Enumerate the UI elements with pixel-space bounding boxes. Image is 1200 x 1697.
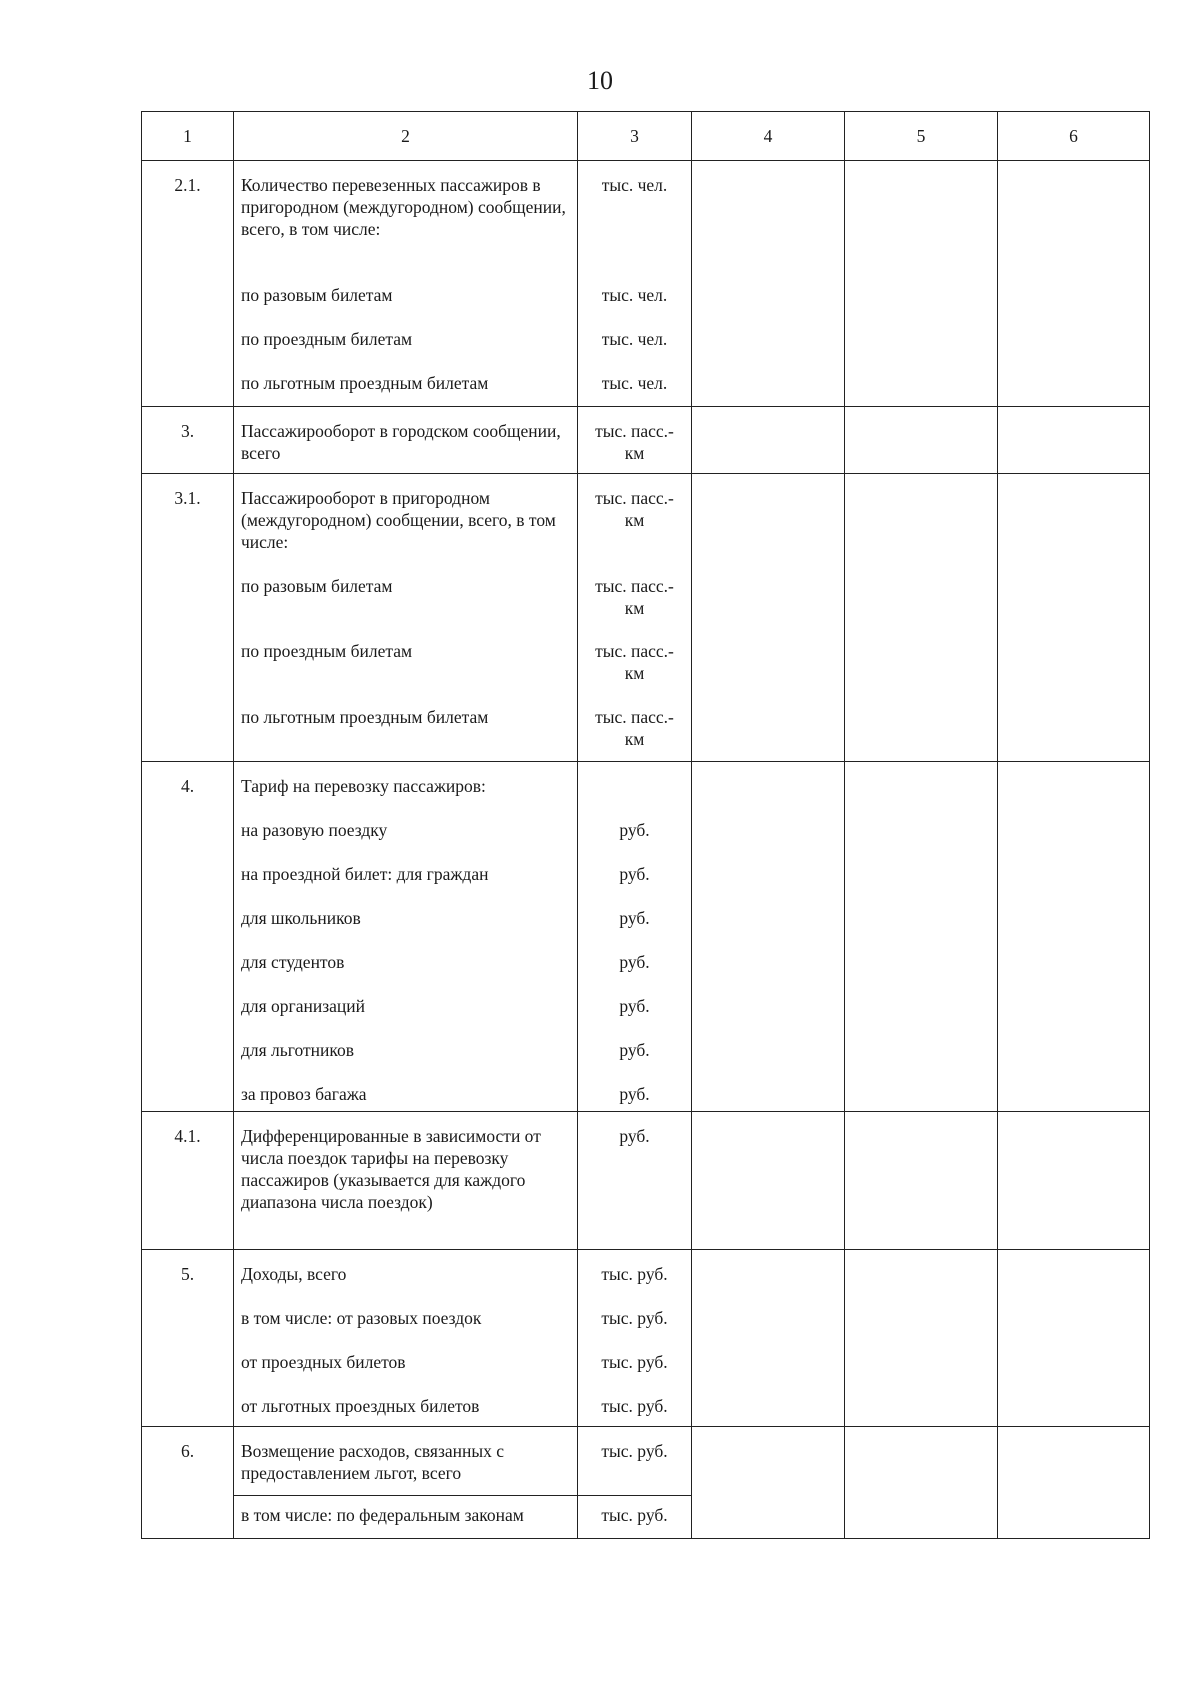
value-cell (692, 474, 845, 762)
row-subitem: для школьников (241, 908, 361, 928)
row-name: Возмещение расходов, связанных с предоставлением льгот, всего (234, 1427, 577, 1496)
value-cell (692, 407, 845, 474)
row-unit: тыс. пасс.- км (595, 421, 674, 463)
value-cell (845, 762, 998, 1112)
row-unit: тыс. руб. (578, 1427, 691, 1496)
table-row (142, 1427, 1150, 1539)
row-unit: тыс. чел. (601, 175, 668, 195)
row-unit-cell (578, 762, 692, 1112)
row-name-cell (234, 762, 578, 1112)
row-unit: тыс. пасс.- км (595, 707, 674, 749)
page-number: 10 (587, 66, 613, 95)
row-unit-cell (578, 1250, 692, 1427)
table-row (142, 1250, 1150, 1427)
row-subitem: на разовую поездку (241, 820, 388, 840)
row-unit: руб. (619, 1040, 650, 1060)
row-subitem: по льготным проездным билетам (241, 707, 489, 727)
value-cell (692, 161, 845, 407)
row-name-cell (234, 474, 578, 762)
value-cell (998, 1112, 1150, 1250)
row-subitem: для льготников (241, 1040, 355, 1060)
table-row (142, 1112, 1150, 1250)
table-row (142, 407, 1150, 474)
value-cell (998, 407, 1150, 474)
row-unit-cell (578, 1112, 692, 1250)
table-row (142, 762, 1150, 1112)
value-cell (692, 1427, 845, 1539)
row-unit: тыс. руб. (601, 1352, 668, 1372)
row-subitem: за провоз багажа (241, 1084, 367, 1104)
row-subitem: на проездной билет: для граждан (241, 864, 489, 884)
header-cell-2: 2 (234, 112, 578, 161)
row-number: 2.1. (142, 161, 234, 407)
row-name: Дифференцированные в зависимости от числа поездок тарифы на перевозку пассажиров (указывается для каждого диапазона числа поездок) (241, 1126, 541, 1212)
row-unit: руб. (619, 996, 650, 1016)
row-unit-cell (578, 161, 692, 407)
header-cell-3: 3 (578, 112, 692, 161)
row-subitem: в том числе: по федеральным законам (241, 1505, 524, 1525)
row-unit: руб. (619, 952, 650, 972)
row-unit: руб. (619, 908, 650, 928)
value-cell (845, 161, 998, 407)
value-cell (845, 1250, 998, 1427)
row-number: 4. (142, 762, 234, 1112)
row-subitem: в том числе: от разовых поездок (241, 1308, 482, 1328)
row-subitem: по разовым билетам (241, 576, 393, 596)
header-cell-5: 5 (845, 112, 998, 161)
row-name: Количество перевезенных пассажиров в пригородном (междугородном) сообщении, всего, в том числе: (241, 175, 566, 239)
row-unit: тыс. чел. (601, 329, 668, 349)
value-cell (998, 161, 1150, 407)
row-unit (578, 775, 691, 819)
row-name-cell (234, 1112, 578, 1250)
row-number: 6. (142, 1427, 234, 1539)
row-unit: руб. (619, 864, 650, 884)
row-unit: тыс. пасс.- км (595, 641, 674, 683)
value-cell (998, 762, 1150, 1112)
value-cell (998, 1250, 1150, 1427)
row-unit-cell (578, 474, 692, 762)
value-cell (692, 1112, 845, 1250)
row-unit: тыс. чел. (601, 285, 668, 305)
row-subitem: от льготных проездных билетов (241, 1396, 480, 1416)
header-cell-6: 6 (998, 112, 1150, 161)
row-name-cell (234, 1427, 578, 1539)
header-cell-1: 1 (142, 112, 234, 161)
value-cell (845, 1427, 998, 1539)
row-subitem: от проездных билетов (241, 1352, 406, 1372)
value-cell (845, 474, 998, 762)
value-cell (845, 407, 998, 474)
row-subitem: по проездным билетам (241, 641, 413, 661)
row-unit: тыс. руб. (601, 1505, 668, 1525)
row-unit: тыс. пасс.- км (595, 488, 674, 530)
row-unit: руб. (619, 1126, 650, 1146)
table-row (142, 161, 1150, 407)
row-number: 4.1. (142, 1112, 234, 1250)
row-unit: руб. (619, 820, 650, 840)
row-unit: тыс. чел. (601, 373, 668, 393)
row-unit: руб. (619, 1084, 650, 1104)
row-name: Тариф на перевозку пассажиров: (241, 776, 486, 796)
row-unit-cell (578, 1427, 692, 1539)
indicators-table (141, 111, 1150, 1539)
row-subitem: для студентов (241, 952, 345, 972)
value-cell (998, 1427, 1150, 1539)
header-cell-4: 4 (692, 112, 845, 161)
row-number: 3.1. (142, 474, 234, 762)
row-subitem: по проездным билетам (241, 329, 413, 349)
row-number: 3. (142, 407, 234, 474)
table-row (142, 474, 1150, 762)
row-subitem: для организаций (241, 996, 366, 1016)
row-unit: тыс. пасс.- км (595, 576, 674, 618)
value-cell (692, 762, 845, 1112)
row-unit: тыс. руб. (601, 1308, 668, 1328)
value-cell (845, 1112, 998, 1250)
row-subitem: по разовым билетам (241, 285, 393, 305)
row-name: Пассажирооборот в городском сообщении, всего (241, 421, 561, 463)
row-name: Пассажирооборот в пригородном (междугородном) сообщении, всего, в том числе: (241, 488, 556, 552)
row-name-cell (234, 1250, 578, 1427)
header-row (142, 112, 1150, 161)
row-unit-cell (578, 407, 692, 474)
value-cell (692, 1250, 845, 1427)
row-unit: тыс. руб. (601, 1396, 668, 1416)
row-subitem: по льготным проездным билетам (241, 373, 489, 393)
row-unit: тыс. руб. (601, 1264, 668, 1284)
row-name-cell (234, 161, 578, 407)
row-name: Доходы, всего (241, 1264, 347, 1284)
value-cell (998, 474, 1150, 762)
row-name-cell (234, 407, 578, 474)
row-number: 5. (142, 1250, 234, 1427)
